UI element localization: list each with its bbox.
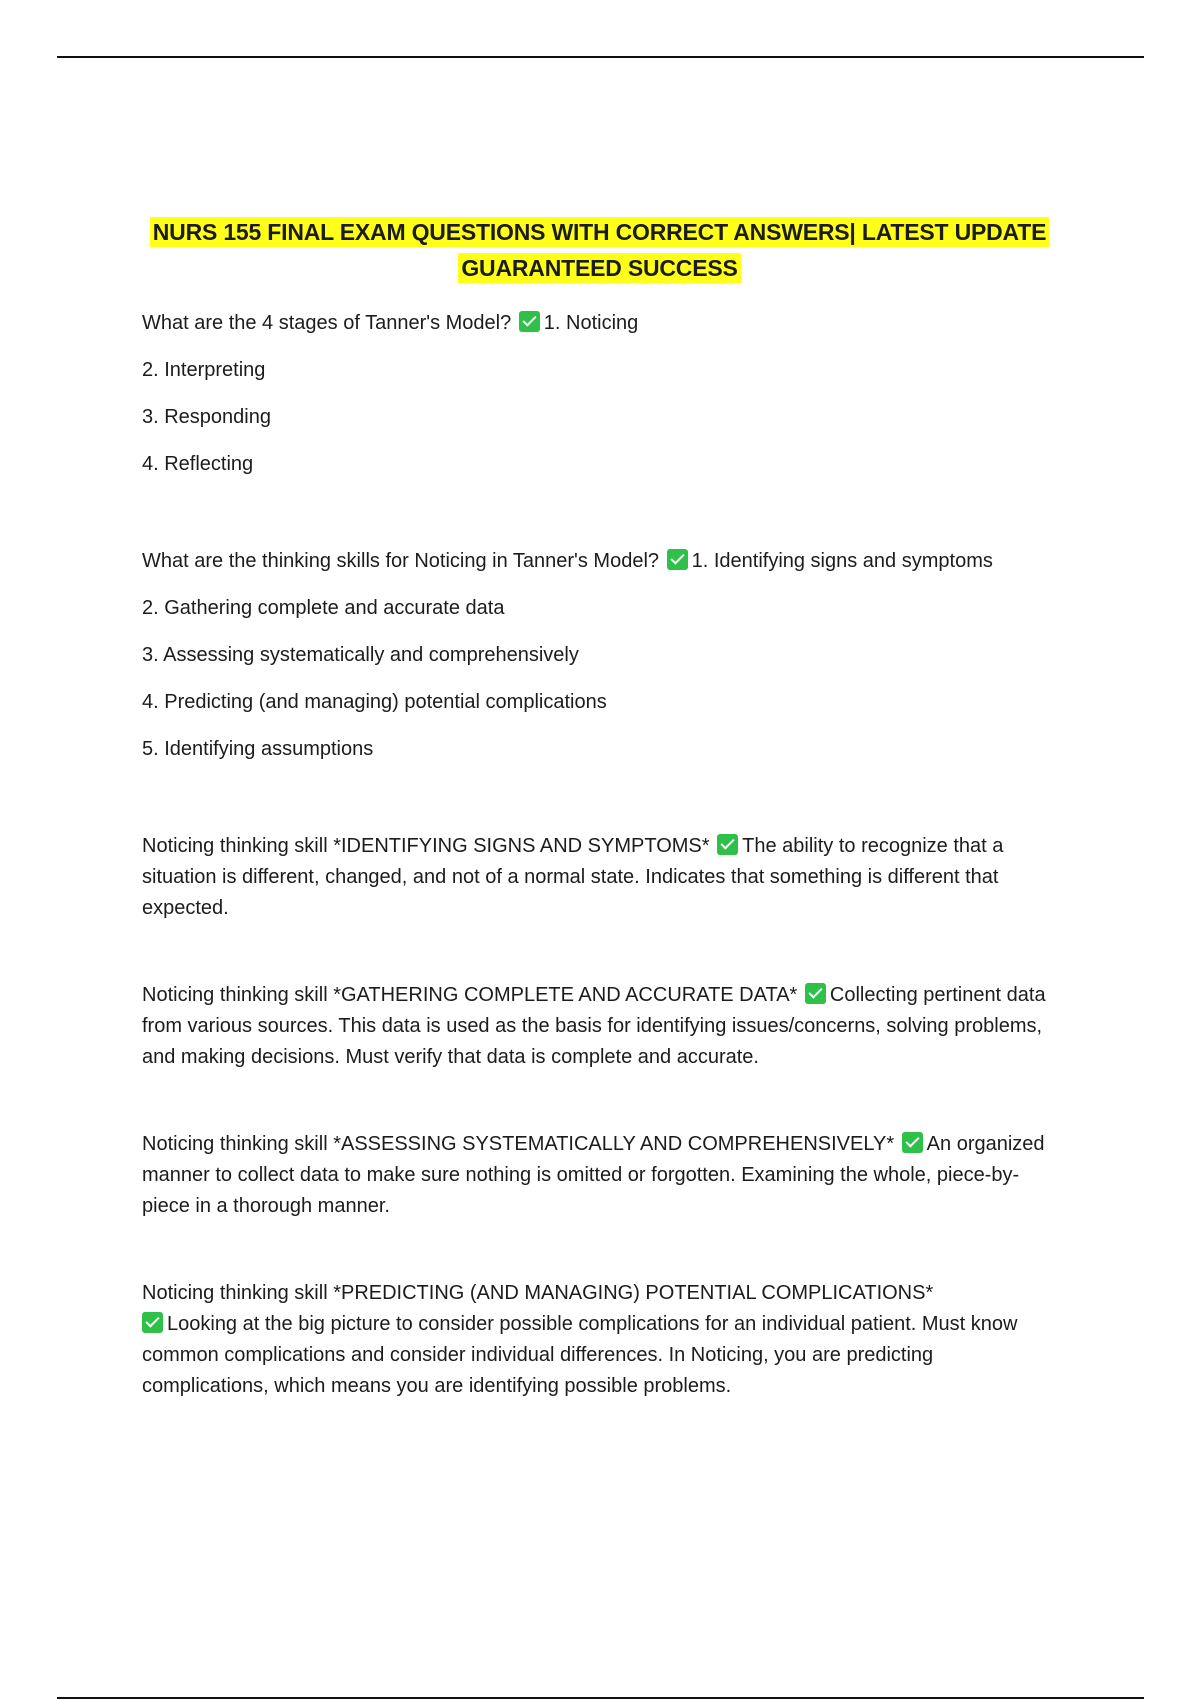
document-body [142,214,1057,1418]
question-text: What are the 4 stages of Tanner's Model? [142,312,512,334]
list-item: 5. Identifying assumptions [142,738,374,760]
answer-text: 1. Identifying signs and symptoms [691,550,993,572]
qa-tanner-stages [142,308,1057,339]
list-item: 3. Responding [142,406,271,428]
check-mark-icon [142,1312,163,1333]
top-rule [57,56,1144,58]
bottom-rule [57,1697,1144,1699]
list-item: 4. Predicting (and managing) potential complications [142,691,607,713]
qa-assessing-systematically [142,1129,1057,1222]
title-line-1: NURS 155 FINAL EXAM QUESTIONS WITH CORRECT ANSWERS| LATEST UPDATE [150,217,1049,247]
answer-text: 1. Noticing [543,312,639,334]
document-title [142,214,1057,286]
question-text: Noticing thinking skill *ASSESSING SYSTEMATICALLY AND COMPREHENSIVELY* [142,1133,895,1155]
qa-gathering-data [142,980,1057,1073]
qa-predicting-complications [142,1278,1057,1402]
check-mark-icon [805,983,826,1004]
question-text: Noticing thinking skill *GATHERING COMPLETE AND ACCURATE DATA* [142,984,798,1006]
question-text: Noticing thinking skill *IDENTIFYING SIGNS AND SYMPTOMS* [142,835,710,857]
check-mark-icon [717,834,738,855]
list-item: 3. Assessing systematically and comprehensively [142,644,579,666]
list-item: 4. Reflecting [142,453,254,475]
answer-text: The ability to recognize that a situation is different, changed, and not of a normal state. Indicates that something is different that expected. [142,835,1004,919]
list-item: 2. Interpreting [142,359,266,381]
list-item: 2. Gathering complete and accurate data [142,597,505,619]
check-mark-icon [902,1132,923,1153]
qa-identifying-signs [142,831,1057,924]
answer-text: Collecting pertinent data from various sources. This data is used as the basis for identifying issues/concerns, solving problems, and making decisions. Must verify that data is complete and accurate. [142,984,1046,1068]
check-mark-icon [667,549,688,570]
answer-text: An organized manner to collect data to make sure nothing is omitted or forgotten. Examining the whole, piece-by-piece in a thorough manner. [142,1133,1045,1217]
check-mark-icon [519,311,540,332]
qa-noticing-skills [142,546,1057,577]
question-text: What are the thinking skills for Noticing in Tanner's Model? [142,550,660,572]
title-line-2: GUARANTEED SUCCESS [458,253,740,283]
question-text: Noticing thinking skill *PREDICTING (AND MANAGING) POTENTIAL COMPLICATIONS* [142,1282,934,1304]
answer-text: Looking at the big picture to consider possible complications for an individual patient. Must know common complications and consider individual differences. In Noticing, you are predicting complications, which means you are identifying possible problems. [142,1313,1018,1397]
